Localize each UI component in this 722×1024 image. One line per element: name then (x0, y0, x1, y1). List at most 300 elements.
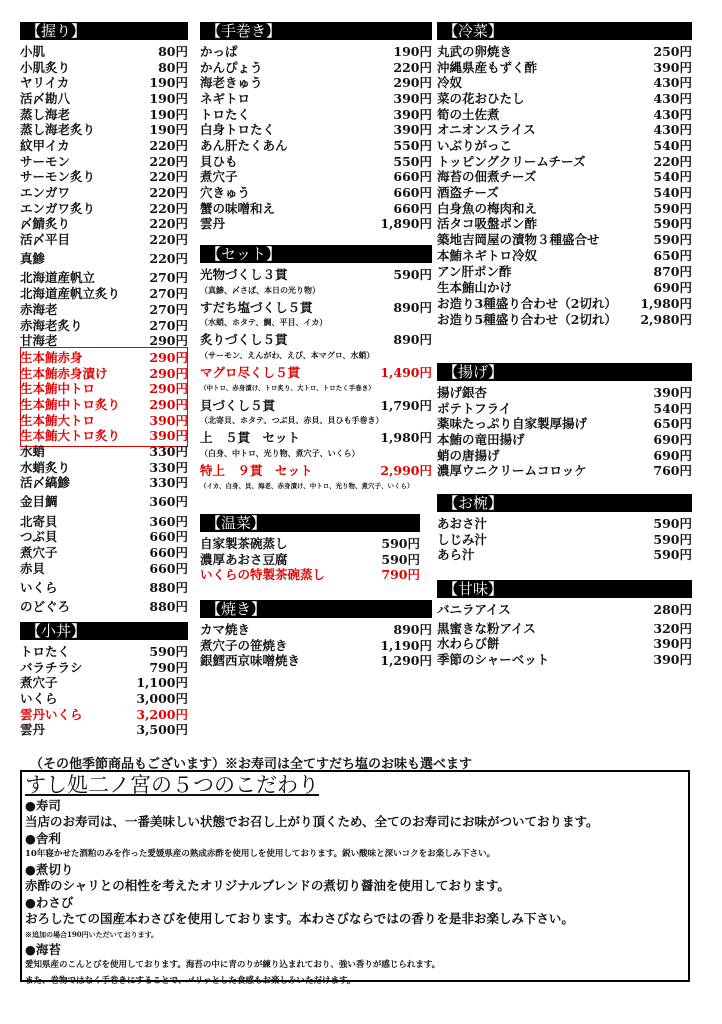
item-name: トッピングクリームチーズ (437, 153, 586, 169)
item-name: 北寄貝 (20, 513, 58, 529)
item-name: 赤海老炙り (20, 317, 83, 333)
item-name: いくらの特製茶碗蒸し (200, 567, 326, 583)
menu-item (20, 43, 188, 59)
item-price: 190円 (149, 75, 188, 91)
item-name: 丸武の卵焼き (437, 43, 513, 59)
item-price: 540円 (653, 185, 692, 201)
item-list (200, 618, 432, 668)
section-owan (437, 494, 692, 562)
item-name: 沖縄県産もずく酢 (437, 59, 538, 75)
item-price: 430円 (653, 122, 692, 138)
item-price: 290円 (149, 365, 188, 381)
item-name: ネギトロ (200, 90, 251, 106)
menu-item (437, 106, 692, 122)
item-name: 築地吉岡屋の漬物３種盛合せ (437, 232, 600, 248)
kodawari-heading: ●わさび (25, 895, 74, 910)
item-name: 光物づくし３貫 (200, 266, 288, 282)
item-price: 540円 (653, 137, 692, 153)
item-name: 小肌炙り (20, 59, 71, 75)
item-price: 1,190円 (380, 637, 432, 653)
item-name: 黒蜜きな粉アイス (437, 620, 536, 636)
item-name: 活〆縞鯵 (20, 475, 71, 491)
item-name: 生本鮪中トロ (20, 381, 96, 397)
menu-item (20, 598, 188, 614)
menu-item (437, 400, 692, 416)
item-note: （真鯵、〆さば、本日の光り物） (200, 284, 320, 295)
item-name: かっぱ (200, 43, 238, 59)
item-price: 270円 (149, 270, 188, 286)
menu-item (20, 59, 188, 75)
section-amami (437, 580, 692, 667)
item-name: 真鯵 (20, 250, 46, 266)
item-name: いくら (20, 579, 58, 595)
item-name: 穴きゅう (200, 185, 251, 201)
menu-item (20, 332, 188, 348)
kodawari-heading: ●寿司 (25, 798, 61, 813)
item-price: 390円 (149, 428, 188, 444)
item-price: 430円 (653, 90, 692, 106)
menu-item (437, 620, 692, 636)
item-name: 生本鮪赤身漬け (20, 365, 108, 381)
item-price: 760円 (653, 463, 692, 479)
kodawari-footnote: ※追加の場合190円いただいております。 (25, 930, 159, 939)
item-name: 炙りづくし５貫 (200, 332, 288, 348)
item-price: 1,490円 (380, 364, 432, 380)
item-price: 250円 (653, 43, 692, 59)
item-price: 360円 (149, 494, 188, 510)
menu-item (20, 443, 188, 459)
item-price: 790円 (149, 659, 188, 675)
menu-item (20, 560, 188, 576)
item-price: 330円 (149, 475, 188, 491)
item-name: トロたく (20, 643, 71, 659)
section-header: 【焼き】 (200, 600, 432, 618)
item-price: 650円 (653, 416, 692, 432)
item-name: 北海道産帆立 (20, 270, 96, 286)
menu-item (200, 397, 432, 413)
item-price: 330円 (149, 444, 188, 460)
menu-item (200, 652, 432, 668)
menu-item (20, 231, 188, 247)
menu-item (200, 331, 432, 347)
section-header: 【甘味】 (437, 580, 692, 598)
item-name: 筍の土佐煮 (437, 106, 500, 122)
section-header: 【セット】 (200, 245, 432, 263)
item-name: 紋甲イカ (20, 137, 70, 153)
menu-item (437, 415, 692, 431)
item-name: のどぐろ (20, 599, 71, 615)
item-price: 390円 (393, 122, 432, 138)
item-name: バラチラシ (20, 659, 83, 675)
item-name: お造り3種盛り合わせ（2切れ） (437, 295, 617, 311)
item-price: 870円 (653, 264, 692, 280)
item-name: トロたく (200, 106, 251, 122)
menu-item (20, 659, 188, 675)
menu-item (437, 247, 692, 263)
item-name: 活〆勘八 (20, 90, 71, 106)
item-list (437, 512, 692, 562)
item-name: 水わらび餅 (437, 636, 500, 652)
item-list (437, 40, 692, 326)
item-name: 菜の花おひたし (437, 90, 525, 106)
item-name: 特上 ９貫 セット (200, 462, 313, 478)
item-price: 590円 (381, 551, 420, 567)
menu-item (437, 59, 692, 75)
item-name: アン肝ポン酢 (437, 264, 512, 280)
item-name: 生本鮪山かけ (437, 280, 513, 296)
item-name: 活タコ吸盤ポン酢 (437, 216, 538, 232)
menu-item (20, 721, 188, 737)
item-name: お造り5種盛り合わせ（2切れ） (437, 311, 617, 327)
item-name: 自家製茶碗蒸し (200, 535, 288, 551)
menu-item (20, 513, 188, 529)
item-name: 本鮪ネギトロ冷奴 (437, 247, 538, 263)
item-name: 生本鮪赤身 (20, 349, 83, 365)
menu-item (200, 90, 432, 106)
item-price: 690円 (653, 431, 692, 447)
item-name: 蒸し海老炙り (20, 122, 96, 138)
menu-item (437, 546, 692, 562)
menu-item (20, 428, 188, 444)
item-name: エンガワ (20, 185, 71, 201)
item-name: 生本鮪大トロ炙り (20, 428, 121, 444)
item-name: オニオンスライス (437, 122, 536, 138)
item-name: ヤリイカ (20, 75, 70, 91)
item-price: 590円 (653, 515, 692, 531)
item-price: 2,990円 (380, 462, 432, 478)
item-name: 北海道産帆立炙り (20, 286, 121, 302)
menu-item (20, 475, 188, 491)
footer-note: （その他季節商品もございます）※お寿司は全てすだち塩のお味も選べます (30, 757, 473, 772)
item-name: 季節のシャーベット (437, 651, 550, 667)
section-reisai (437, 22, 692, 326)
item-name: いくら (20, 690, 58, 706)
item-name: 煮穴子 (200, 169, 238, 185)
menu-item (20, 349, 188, 365)
section-header: 【温菜】 (200, 514, 420, 532)
menu-item (20, 493, 188, 509)
item-price: 590円 (653, 547, 692, 563)
item-name: 生本鮪大トロ (20, 412, 96, 428)
menu-item (20, 365, 188, 381)
item-name: バニラアイス (437, 601, 511, 617)
item-name: 水蛸炙り (20, 459, 71, 475)
item-name: しじみ汁 (437, 531, 488, 547)
item-name: 雲丹 (200, 216, 226, 232)
menu-item (200, 59, 432, 75)
menu-item (437, 635, 692, 651)
menu-item (437, 295, 692, 311)
menu-item (200, 299, 432, 315)
item-price: 290円 (149, 381, 188, 397)
item-name: 濃厚あおさ豆腐 (200, 551, 288, 567)
item-price: 220円 (149, 185, 188, 201)
kodawari-heading: ●海苔 (25, 942, 61, 957)
item-name: あおさ汁 (437, 515, 488, 531)
section-kodon (20, 622, 188, 737)
item-name: 煮穴子 (20, 545, 58, 561)
item-price: 1,100円 (136, 675, 188, 691)
menu-item (437, 74, 692, 90)
item-name: 赤海老 (20, 301, 58, 317)
kodawari-text: 10年寝かせた酒粕のみを作った愛媛県産の熟成赤酢を使用しを使用しております。鋭い酸味と深いコクをお楽しみ下さい。 (25, 849, 496, 859)
item-name: カマ焼き (200, 621, 251, 637)
menu-item (20, 169, 188, 185)
menu-item (437, 264, 692, 280)
section-header: 【お椀】 (437, 494, 692, 512)
item-name: エンガワ炙り (20, 200, 96, 216)
item-name: サーモン炙り (20, 169, 96, 185)
item-name: 甘海老 (20, 333, 58, 349)
menu-item (437, 231, 692, 247)
menu-item (200, 462, 432, 478)
menu-item (20, 674, 188, 690)
item-name: あら汁 (437, 547, 475, 563)
menu-item (20, 74, 188, 90)
menu-item (200, 137, 432, 153)
menu-item (437, 447, 692, 463)
item-name: 金目鯛 (20, 494, 58, 510)
item-name: 酒盗チーズ (437, 185, 499, 201)
menu-item (20, 200, 188, 216)
section-yaki (200, 600, 432, 668)
item-price: 270円 (149, 301, 188, 317)
item-price: 390円 (653, 651, 692, 667)
menu-item (200, 364, 432, 380)
menu-item (437, 137, 692, 153)
kodawari-text: 愛知県産のこんとびを使用しております。海苔の中に青のりが練り込まれており、強い香りが感じられます。 (25, 960, 441, 970)
item-note: （白身、中トロ、光り物、煮穴子、いくら） (200, 448, 360, 459)
section-header: 【手巻き】 (200, 22, 432, 40)
kodawari-text: おろしたての国産本わさびを使用しております。本わさびならではの香りを是非お楽しみ下さい。 (25, 911, 574, 926)
menu-item (20, 529, 188, 545)
item-price: 220円 (149, 250, 188, 266)
item-name: 海苔の佃煮チーズ (437, 169, 537, 185)
item-name: 海老きゅう (200, 75, 263, 91)
kodawari-text: 赤酢のシャリとの相性を考えたオリジナルブレンドの煮切り醤油を使用しております。 (25, 878, 510, 893)
menu-item (437, 515, 692, 531)
item-name: 上 ５貫 セット (200, 430, 301, 446)
menu-item (437, 651, 692, 667)
item-price: 190円 (149, 122, 188, 138)
menu-item (200, 535, 420, 551)
item-price: 660円 (149, 560, 188, 576)
item-name: 銀鱈西京味噌焼き (200, 653, 301, 669)
menu-item (437, 279, 692, 295)
item-price: 220円 (149, 200, 188, 216)
item-name: 冷奴 (437, 75, 463, 91)
item-price: 550円 (393, 153, 432, 169)
menu-item (437, 43, 692, 59)
item-note: （サーモン、えんがわ、えび、本マグロ、水蛸） (200, 350, 375, 361)
section-onsai (200, 514, 420, 582)
menu-item (437, 90, 692, 106)
item-price: 650円 (653, 247, 692, 263)
item-name: 貝づくし５貫 (200, 397, 276, 413)
item-list (437, 381, 692, 478)
menu-item (20, 459, 188, 475)
item-price: 590円 (381, 535, 420, 551)
item-price: 390円 (393, 90, 432, 106)
item-price: 270円 (149, 286, 188, 302)
menu-item (20, 301, 188, 317)
item-price: 3,500円 (136, 722, 188, 738)
kodawari-points (25, 798, 685, 989)
item-price: 660円 (149, 529, 188, 545)
item-name: 揚げ銀杏 (437, 384, 488, 400)
menu-item (437, 184, 692, 200)
item-name: 蟹の味噌和え (200, 200, 276, 216)
item-price: 590円 (149, 643, 188, 659)
item-name: 薬味たっぷり自家製厚揚げ (437, 416, 588, 432)
item-price: 890円 (393, 332, 432, 348)
menu-item (200, 106, 432, 122)
menu-item (200, 153, 432, 169)
item-note: （中トロ、赤身漬け、トロ炙り、大トロ、トロたく手巻き） (200, 383, 375, 392)
item-price: 3,000円 (136, 690, 188, 706)
section-set (200, 245, 432, 494)
kodawari-heading: ●舎利 (25, 831, 61, 846)
kodawari-heading: ●煮切り (25, 862, 74, 877)
item-list (437, 598, 692, 667)
menu-item (437, 431, 692, 447)
item-name: 雲丹 (20, 722, 46, 738)
menu-item (20, 285, 188, 301)
item-name: 小肌 (20, 43, 46, 59)
menu-item (20, 216, 188, 232)
menu-item (20, 270, 188, 286)
item-price: 430円 (653, 75, 692, 91)
menu-item (20, 412, 188, 428)
menu-item (200, 169, 432, 185)
item-price: 190円 (393, 43, 432, 59)
item-name: いぶりがっこ (437, 137, 513, 153)
item-price: 890円 (393, 621, 432, 637)
item-price: 540円 (653, 169, 692, 185)
item-list (20, 40, 188, 614)
item-name: 白身魚の梅肉和え (437, 200, 538, 216)
menu-item (20, 137, 188, 153)
item-price: 660円 (393, 200, 432, 216)
item-price: 590円 (393, 266, 432, 282)
item-price: 3,200円 (136, 706, 188, 722)
item-price: 290円 (149, 349, 188, 365)
item-price: 390円 (149, 412, 188, 428)
item-list (200, 40, 432, 231)
item-name: 白身トロたく (200, 122, 276, 138)
item-list (200, 263, 432, 494)
item-name: 本鮪の竜田揚げ (437, 431, 525, 447)
menu-item (20, 380, 188, 396)
section-temaki (200, 22, 432, 231)
item-price: 390円 (653, 59, 692, 75)
item-name: つぶ貝 (20, 529, 58, 545)
item-price: 390円 (653, 384, 692, 400)
item-price: 880円 (149, 579, 188, 595)
item-price: 590円 (653, 200, 692, 216)
item-name: 煮穴子 (20, 675, 58, 691)
menu-item (20, 544, 188, 560)
menu-item (437, 384, 692, 400)
item-price: 390円 (393, 106, 432, 122)
menu-item (200, 266, 432, 282)
item-price: 80円 (158, 43, 188, 59)
item-note: （水蛸、ホタテ、鯛、平目、イカ） (200, 317, 328, 328)
menu-item (20, 184, 188, 200)
menu-item (437, 216, 692, 232)
section-header: 【冷菜】 (437, 22, 692, 40)
item-price: 590円 (653, 232, 692, 248)
item-name: ポテトフライ (437, 400, 512, 416)
item-price: 220円 (149, 169, 188, 185)
item-price: 220円 (149, 216, 188, 232)
item-note: （北寄貝、ホタテ、つぶ貝、赤貝、貝ひも手巻き） (200, 415, 384, 426)
item-price: 290円 (149, 396, 188, 412)
menu-item (200, 43, 432, 59)
item-price: 220円 (149, 232, 188, 248)
item-name: あん肝たくあん (200, 137, 288, 153)
menu-item (20, 90, 188, 106)
menu-item (200, 621, 432, 637)
menu-item (20, 643, 188, 659)
item-name: 蒸し海老 (20, 106, 71, 122)
item-name: すだち塩づくし５貫 (200, 299, 313, 315)
menu-item (437, 169, 692, 185)
item-price: 190円 (149, 106, 188, 122)
menu-item (200, 184, 432, 200)
item-price: 290円 (393, 75, 432, 91)
item-price: 880円 (149, 599, 188, 615)
item-price: 330円 (149, 459, 188, 475)
menu-item (20, 153, 188, 169)
item-price: 190円 (149, 90, 188, 106)
item-price: 320円 (653, 620, 692, 636)
item-price: 220円 (653, 153, 692, 169)
kodawari-box (20, 770, 690, 986)
menu-item (437, 601, 692, 617)
item-name: 煮穴子の笹焼き (200, 637, 288, 653)
menu-item (200, 429, 432, 445)
menu-item (20, 706, 188, 722)
item-price: 220円 (149, 137, 188, 153)
kodawari-text: また、巻物ではなく手巻きにすることで、パリッとした食感もお楽しみいただけます。 (25, 976, 356, 986)
menu-item (437, 531, 692, 547)
menu-item (200, 200, 432, 216)
section-header: 【握り】 (20, 22, 188, 40)
item-name: 生本鮪中トロ炙り (20, 396, 121, 412)
item-price: 690円 (653, 280, 692, 296)
item-price: 660円 (393, 169, 432, 185)
item-list (200, 532, 420, 582)
item-price: 280円 (653, 601, 692, 617)
menu-item (20, 317, 188, 333)
item-price: 1,290円 (380, 653, 432, 669)
item-price: 430円 (653, 106, 692, 122)
section-age (437, 363, 692, 478)
menu-item (20, 121, 188, 137)
item-name: 雲丹いくら (20, 706, 83, 722)
item-price: 1,980円 (380, 430, 432, 446)
kodawari-title: すし処二ノ宮の５つのこだわり (25, 773, 319, 797)
menu-item (200, 74, 432, 90)
menu-item (20, 690, 188, 706)
item-list (20, 640, 188, 737)
menu-item (200, 551, 420, 567)
item-price: 540円 (653, 400, 692, 416)
menu-item (437, 311, 692, 327)
item-price: 690円 (653, 447, 692, 463)
section-nigiri (20, 22, 188, 614)
